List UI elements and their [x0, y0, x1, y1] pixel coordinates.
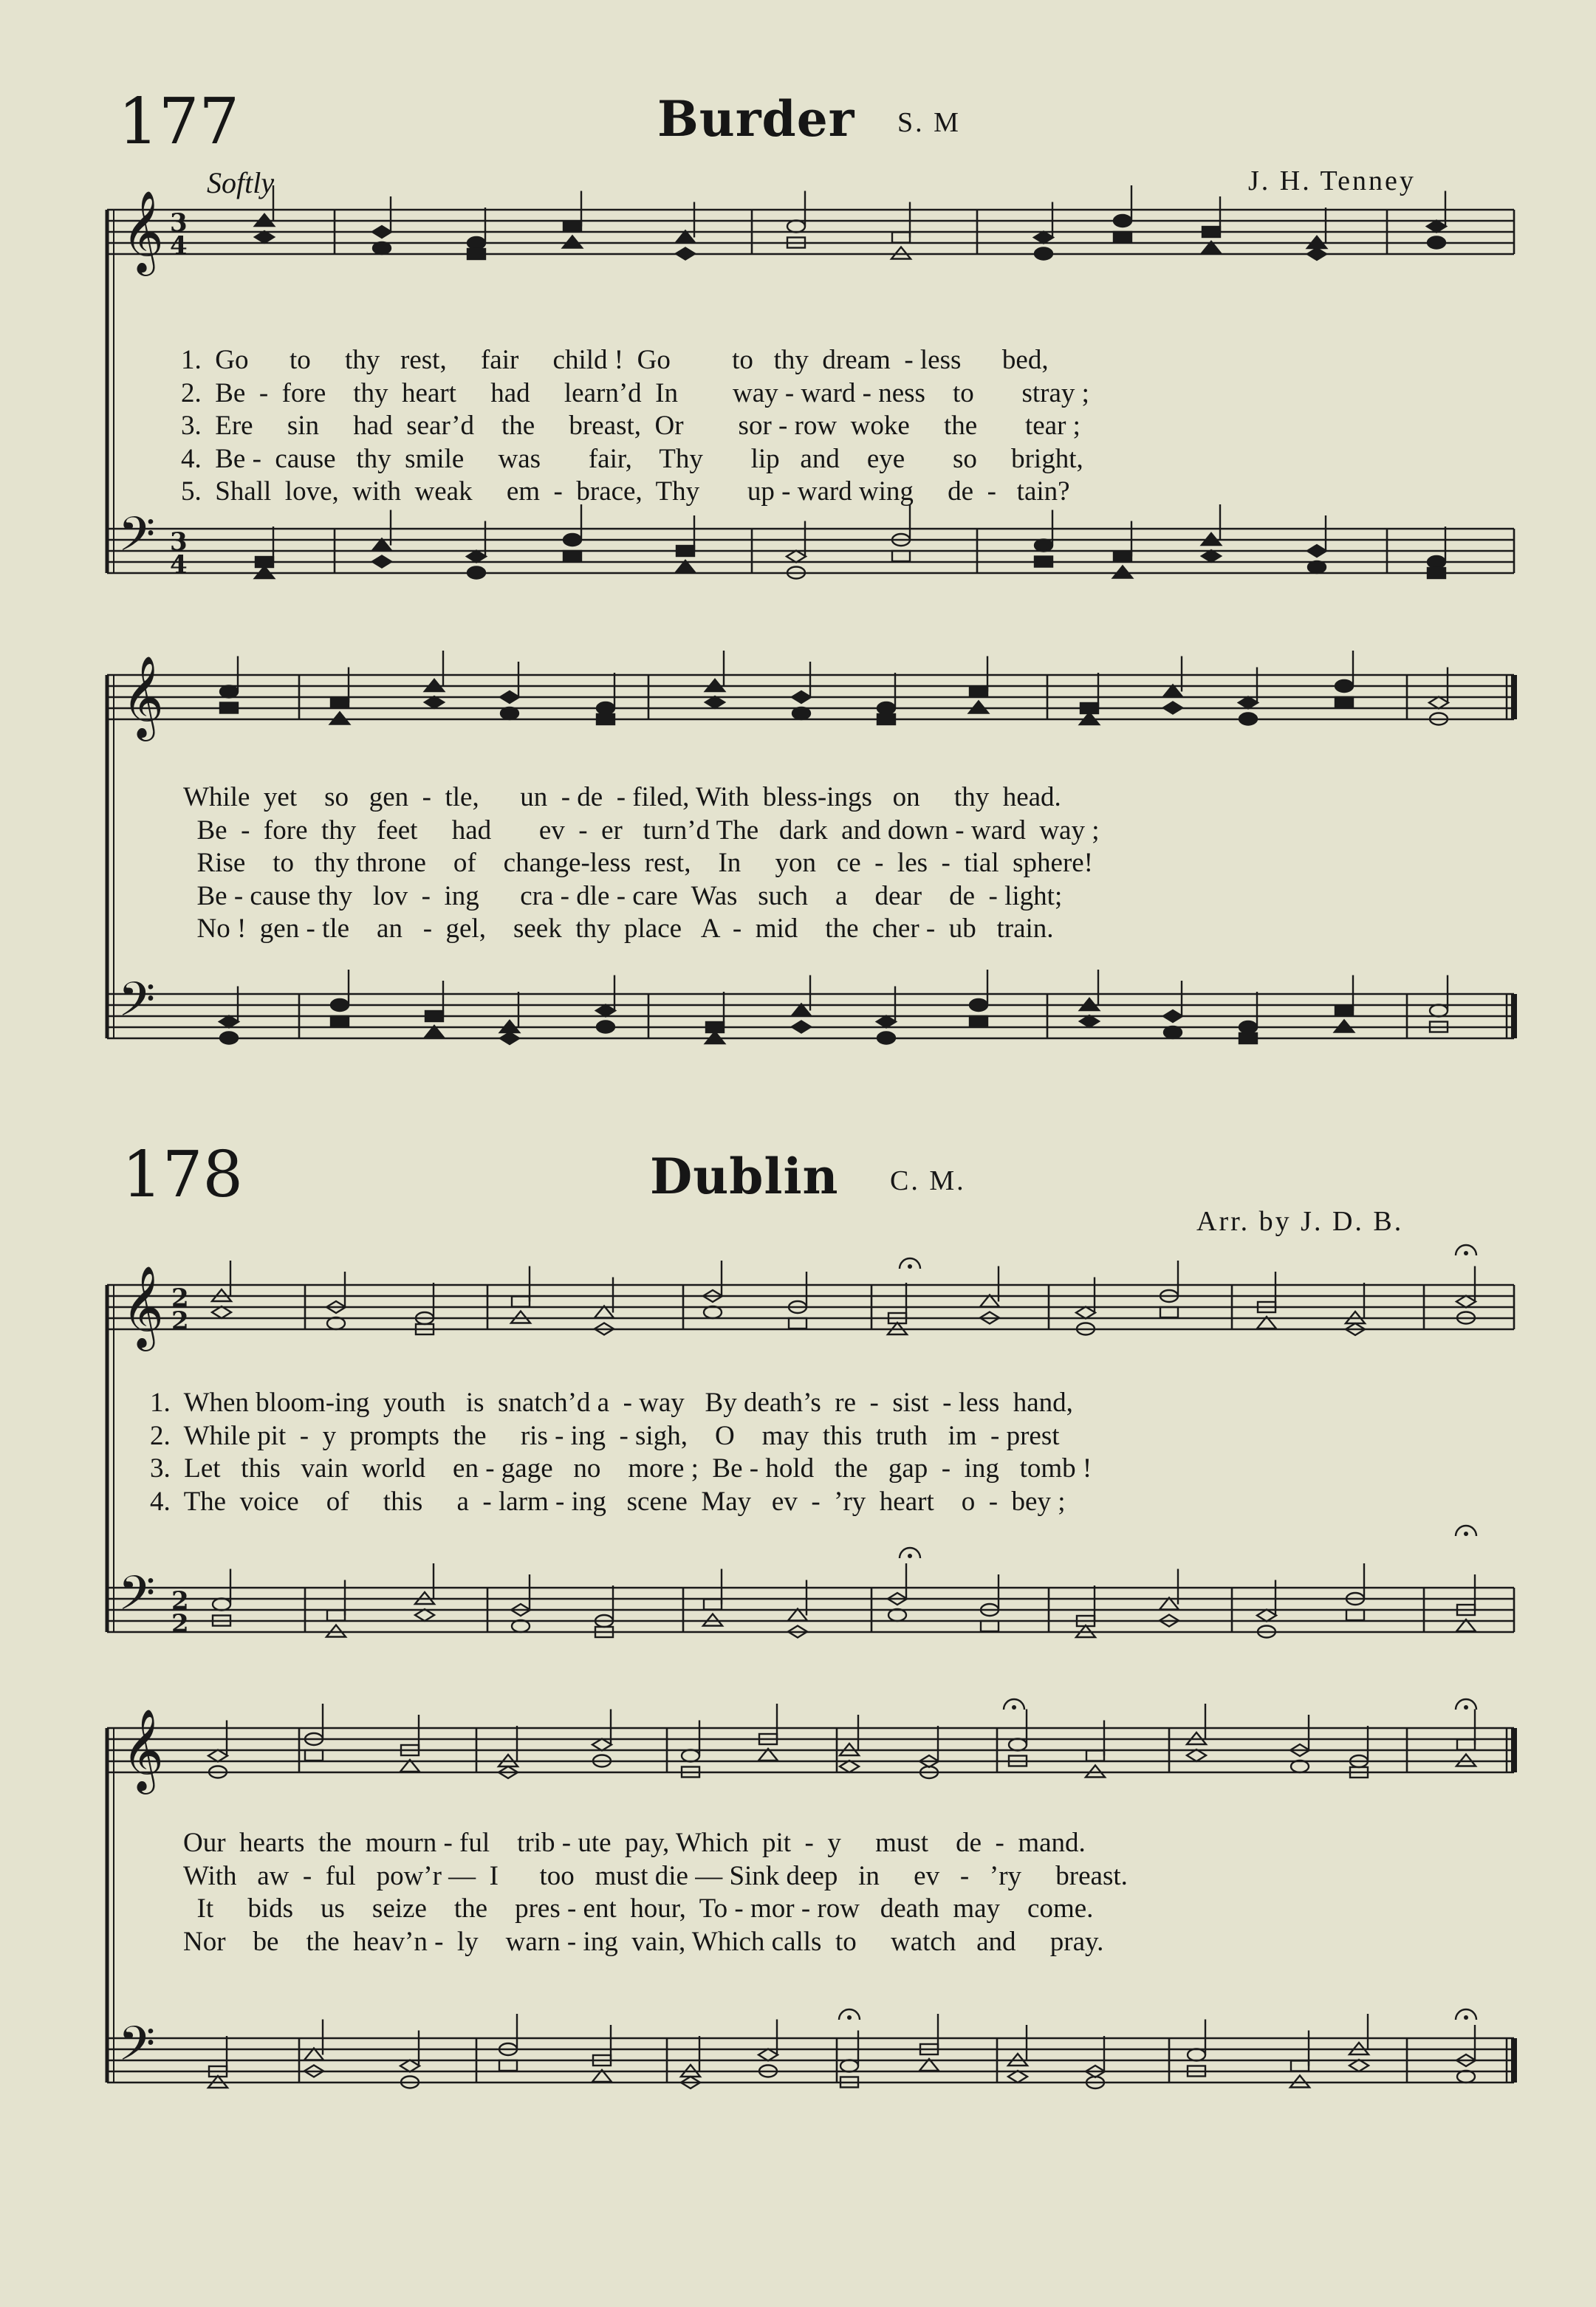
note-head	[1427, 221, 1446, 233]
final-barline	[1511, 1728, 1517, 1772]
note-head	[564, 222, 581, 232]
time-signature: 4	[170, 550, 188, 580]
note-head	[1239, 1033, 1257, 1043]
note-head	[877, 702, 895, 714]
note-head	[676, 248, 695, 260]
note-head	[1008, 2071, 1027, 2083]
note-head	[255, 231, 274, 243]
note-head	[677, 546, 694, 556]
note-head	[1113, 566, 1132, 578]
note-head	[970, 1016, 987, 1026]
verse-line: No ! gen - tle an - gel, seek thy place A - mid the cher - ub train.	[183, 913, 1054, 944]
note-head	[220, 1032, 238, 1044]
note-head	[1086, 1766, 1105, 1778]
note-head	[1114, 232, 1131, 242]
note-head	[597, 1021, 614, 1033]
composer-credit: J. H. Tenney	[1248, 165, 1416, 196]
note-head	[373, 242, 391, 254]
time-signature: 2	[171, 1306, 189, 1336]
treble-clef: 𝄞	[122, 190, 164, 272]
note-head	[425, 1011, 443, 1021]
note-head	[415, 1609, 434, 1621]
note-head	[468, 237, 485, 249]
hymn-meter: S. M	[897, 107, 961, 138]
note-head	[1307, 248, 1326, 260]
note-head	[892, 233, 910, 243]
note-head	[1349, 2060, 1369, 2071]
note-head	[372, 556, 391, 568]
time-signature: 2	[171, 1586, 189, 1616]
note-head	[1291, 1761, 1309, 1772]
note-head	[1114, 215, 1131, 227]
note-head	[888, 1609, 906, 1621]
note-head	[212, 1306, 231, 1318]
note-head	[597, 714, 614, 724]
note-head	[704, 1600, 722, 1610]
fermata-dot	[1464, 1532, 1468, 1536]
note-head	[787, 551, 806, 563]
note-head	[877, 714, 895, 724]
note-head	[787, 221, 805, 233]
note-head	[705, 696, 725, 708]
note-head	[1239, 697, 1258, 709]
final-barline	[1511, 2038, 1517, 2083]
note-head	[372, 226, 391, 238]
note-head	[970, 687, 987, 697]
note-head	[400, 2060, 419, 2072]
fermata-dot	[1012, 1705, 1016, 1710]
note-head	[1202, 550, 1221, 562]
hymn-title: Dublin	[650, 1148, 839, 1205]
note-head	[220, 686, 238, 698]
bass-clef: 𝄢	[118, 973, 156, 1039]
verse-line: 2. Be - fore thy heart had learn’d In way - ward - ness to stray ;	[181, 377, 1089, 408]
bass-clef: 𝄢	[118, 1566, 156, 1633]
verse-line: 1. When bloom-ing youth is snatch’d a - way By death’s re - sist - less hand,	[150, 1388, 1073, 1418]
bass-clef: 𝄢	[118, 2017, 156, 2083]
verse-line: Nor be the heav’n - ly warn - ing vain, Which calls to watch and pray.	[183, 1926, 1104, 1957]
note-head	[213, 1599, 230, 1611]
note-head	[1457, 2071, 1475, 2083]
note-head	[840, 2060, 858, 2072]
arranger-credit: Arr. by J. D. B.	[1196, 1206, 1404, 1237]
note-head	[1457, 1740, 1475, 1750]
note-head	[1114, 552, 1131, 562]
hymn-number: 177	[118, 85, 240, 159]
note-head	[1290, 2076, 1309, 2088]
verse-line: While yet so gen - tle, un - de - filed, With bless-ings on thy head.	[183, 782, 1061, 812]
note-head	[1164, 1026, 1182, 1038]
note-head	[499, 2060, 517, 2071]
note-head	[1239, 1021, 1257, 1033]
verse-line: 3. Ere sin had sear’d the breast, Or sor - row woke the tear ;	[181, 411, 1080, 441]
note-head	[1257, 1610, 1276, 1622]
note-head	[468, 249, 485, 259]
verse-line: 3. Let this vain world en - gage no more ; Be - hold the gap - ing tomb !	[150, 1453, 1092, 1484]
note-head	[1163, 1010, 1182, 1022]
note-head	[1428, 237, 1445, 249]
verse-line: 4. Be - cause thy smile was fair, Thy lip and eye so bright,	[181, 443, 1083, 474]
hymn-title: Burder	[657, 90, 855, 148]
note-head	[1239, 713, 1257, 725]
verse-line: 2. While pit - y prompts the ris - ing - sigh, O may this truth im - prest	[150, 1420, 1060, 1451]
note-head	[512, 1620, 530, 1632]
verse-line: It bids us seize the pres - ent hour, To - mor - row death may come.	[183, 1893, 1094, 1924]
treble-clef: 𝄞	[122, 655, 164, 738]
time-signature: 2	[171, 1609, 189, 1639]
note-head	[500, 691, 519, 703]
note-head	[1076, 1307, 1095, 1319]
note-head	[1034, 232, 1053, 244]
note-head	[1335, 1006, 1353, 1016]
note-head	[792, 707, 810, 719]
note-head	[1430, 1005, 1448, 1017]
fermata-dot	[908, 1264, 912, 1269]
fermata-dot	[847, 2015, 852, 2020]
note-head	[512, 1297, 530, 1307]
note-head	[892, 551, 910, 561]
fermata-dot	[1464, 1705, 1468, 1710]
treble-clef: 𝄞	[122, 1265, 164, 1348]
note-head	[597, 702, 614, 714]
time-signature: 3	[170, 527, 188, 557]
note-head	[792, 691, 811, 703]
note-head	[219, 1016, 239, 1028]
verse-line: With aw - ful pow’r — I too must die — Sink deep in ev - ’ry breast.	[183, 1860, 1128, 1891]
treble-clef: 𝄞	[122, 1708, 164, 1791]
note-head	[220, 703, 238, 713]
note-head	[1428, 556, 1445, 568]
note-head	[596, 1005, 615, 1017]
note-head	[969, 702, 988, 713]
note-head	[331, 1016, 349, 1026]
note-head	[789, 1318, 806, 1329]
note-head	[467, 551, 486, 563]
verse-line: 4. The voice of this a - larm - ing scene May ev - ’ry heart o - bey ;	[150, 1486, 1066, 1517]
note-head	[1456, 1755, 1476, 1766]
note-head	[1035, 540, 1052, 552]
note-head	[891, 247, 911, 259]
final-barline	[1511, 994, 1517, 1038]
note-head	[1456, 1296, 1476, 1308]
note-head	[1335, 697, 1353, 707]
note-head	[564, 551, 581, 561]
note-head	[330, 713, 349, 724]
note-head	[703, 1614, 722, 1626]
fermata-dot	[1464, 1251, 1468, 1255]
note-head	[1291, 2061, 1309, 2071]
note-head	[501, 707, 518, 719]
verse-line: Be - cause thy lov - ing cra - dle - care Was such a dear de - light;	[183, 880, 1063, 911]
fermata-dot	[908, 1554, 912, 1558]
note-head	[1429, 697, 1448, 709]
note-head	[563, 236, 582, 248]
note-head	[511, 1312, 530, 1323]
note-head	[1163, 702, 1182, 714]
note-head	[425, 696, 444, 708]
note-head	[704, 1306, 722, 1318]
note-head	[1335, 1021, 1354, 1032]
note-head	[592, 1739, 612, 1751]
note-head	[1308, 561, 1326, 573]
verse-line: Rise to thy throne of change-less rest, In yon ce - les - tial sphere!	[183, 848, 1094, 878]
note-head	[1086, 1751, 1104, 1761]
note-head	[1188, 2049, 1205, 2061]
final-barline	[1511, 675, 1517, 719]
note-head	[970, 999, 987, 1011]
hymn-number: 178	[122, 1138, 244, 1212]
tempo-marking: Softly	[207, 166, 275, 199]
note-head	[1009, 1739, 1027, 1751]
verse-line: 5. Shall love, with weak em - brace, Thy up - ward wing de - tain?	[181, 476, 1070, 507]
note-head	[792, 1021, 811, 1033]
note-head	[758, 2049, 778, 2061]
note-head	[1187, 1749, 1206, 1761]
note-head	[1428, 568, 1445, 578]
note-head	[1035, 557, 1052, 567]
note-head	[500, 1032, 519, 1044]
note-head	[682, 1750, 699, 1762]
note-head	[1346, 1610, 1364, 1620]
note-head	[840, 1761, 859, 1772]
verse-line: 1. Go to thy rest, fair child ! Go to thy dream - less bed,	[181, 345, 1049, 375]
time-signature: 2	[171, 1283, 189, 1313]
bass-clef: 𝄢	[118, 507, 156, 574]
hymn-meter: C. M.	[890, 1165, 966, 1196]
verse-line: Be - fore thy feet had ev - er turn’d The dark and down - ward way ;	[183, 815, 1100, 846]
note-head	[1202, 227, 1220, 237]
note-head	[1160, 1307, 1178, 1317]
note-head	[331, 698, 349, 708]
note-head	[326, 1625, 346, 1637]
note-head	[327, 1317, 345, 1329]
time-signature: 4	[170, 231, 188, 261]
note-head	[208, 1750, 227, 1762]
note-head	[877, 1032, 895, 1044]
fermata-dot	[1464, 2015, 1468, 2020]
note-head	[331, 999, 349, 1011]
note-head	[1035, 248, 1052, 260]
note-head	[1307, 545, 1326, 557]
note-head	[327, 1611, 345, 1621]
note-head	[468, 567, 485, 579]
note-head	[305, 1750, 323, 1761]
note-head	[1080, 1015, 1099, 1027]
verse-line: Our hearts the mourn - ful trib - ute pay, Which pit - y must de - mand.	[183, 1828, 1086, 1858]
time-signature: 3	[170, 208, 188, 238]
note-head	[981, 1621, 999, 1631]
note-head	[564, 534, 581, 546]
note-head	[877, 1016, 896, 1028]
note-head	[1335, 680, 1353, 692]
